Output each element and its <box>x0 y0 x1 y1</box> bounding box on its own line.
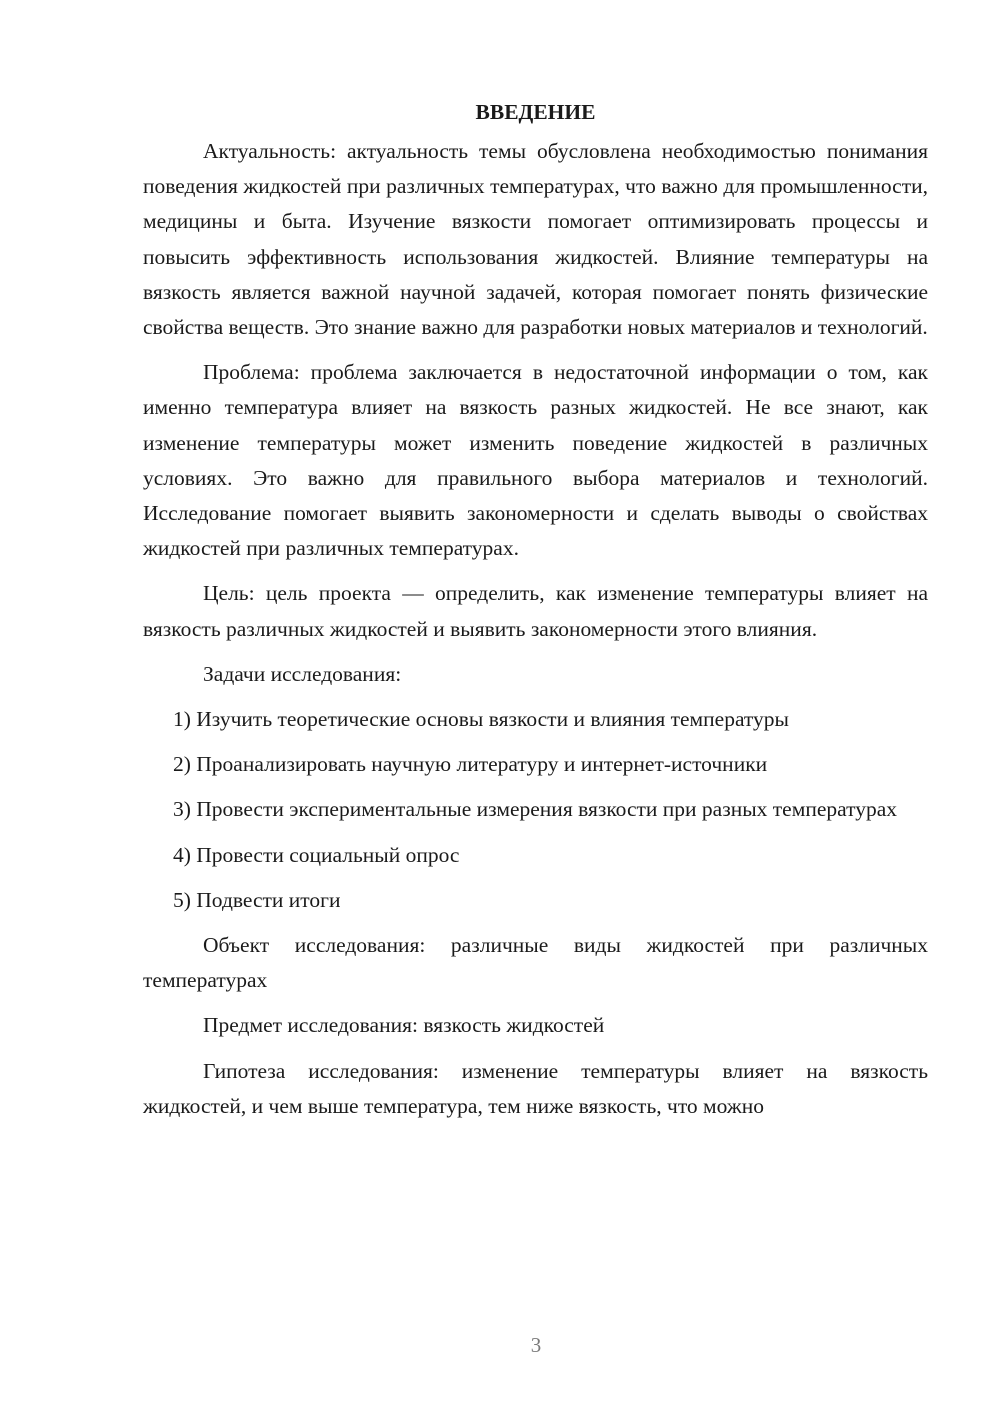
paragraph-hypothesis: Гипотеза исследования: изменение температуры влияет на вязкость жидкостей, и чем выше температура, тем ниже вязкость, что можно <box>143 1058 928 1118</box>
paragraph-subject: Предмет исследования: вязкость жидкостей <box>203 1013 605 1038</box>
paragraph-relevance: Актуальность: актуальность темы обусловлена необходимостью понимания поведения жидкостей при различных температурах, что важно для промышленности, медицины и быта. Изучение вязкости помогает оптимизировать процессы и повысить эффективность использования жидкостей. Влияние температуры на вязкость является важной научной задачей, которая помогает понять физические свойства веществ. Это знание важно для разработки новых материалов и технологий. <box>143 139 928 340</box>
tasks-title: Задачи исследования: <box>203 661 402 686</box>
paragraph-object: Объект исследования: различные виды жидкостей при различных температурах <box>143 933 928 993</box>
task-item-3: 3) Провести экспериментальные измерения вязкости при разных температурах <box>173 797 898 822</box>
paragraph-goal: Цель: цель проекта — определить, как изменение температуры влияет на вязкость различных жидкостей и выявить закономерности этого влияния. <box>143 581 928 641</box>
document-page <box>143 98 928 1134</box>
task-item-4: 4) Провести социальный опрос <box>173 842 460 867</box>
task-item-1: 1) Изучить теоретические основы вязкости и влияния температуры <box>173 707 789 732</box>
paragraph-problem: Проблема: проблема заключается в недостаточной информации о том, как именно температура влияет на вязкость разных жидкостей. Не все знают, как изменение температуры может изменить поведение жидкостей в различных условиях. Это важно для правильного выбора материалов и технологий. Исследование помогает выявить закономерности и сделать выводы о свойствах жидкостей при различных температурах. <box>143 360 928 561</box>
page-number: 3 <box>530 1333 542 1357</box>
task-item-5: 5) Подвести итоги <box>173 887 341 912</box>
section-heading: ВВЕДЕНИЕ <box>475 100 596 124</box>
task-item-2: 2) Проанализировать научную литературу и интернет-источники <box>173 752 768 777</box>
